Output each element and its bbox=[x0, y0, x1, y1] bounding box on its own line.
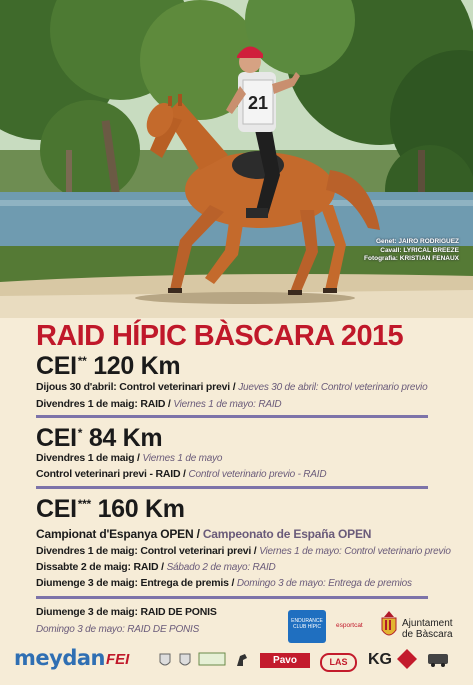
section-cei-3star-heading bbox=[36, 495, 185, 524]
section-divider bbox=[36, 486, 428, 489]
section-cei-2star-heading bbox=[36, 352, 180, 381]
bib-number: 21 bbox=[247, 93, 269, 113]
schedule-line-championship: Campionat d'Espanya OPEN / Campeonato de España OPEN bbox=[36, 527, 372, 541]
line-ca: Dissabte 2 de maig: RAID bbox=[36, 561, 159, 573]
ajuntament-line1: Ajuntament bbox=[402, 618, 453, 629]
ponis-line-ca bbox=[36, 606, 217, 618]
credit-rider: Genet: JAIRO RODRIGUEZ bbox=[375, 238, 459, 245]
cei-label: CEI bbox=[36, 352, 77, 380]
schedule-line: Control veterinari previ - RAID / Control veterinario previo - RAID bbox=[36, 468, 327, 480]
red-diamond-logo-icon bbox=[396, 648, 418, 670]
schedule-line: Divendres 1 de maig / Viernes 1 de mayo bbox=[36, 452, 223, 464]
line-es: Viernes 1 de mayo: Control veterinario previo bbox=[259, 546, 451, 557]
line-ca: Control veterinari previ - RAID bbox=[36, 468, 181, 480]
line-ca: Campionat d'Espanya OPEN bbox=[36, 527, 194, 541]
stars: ** bbox=[77, 354, 87, 368]
distance: 84 Km bbox=[88, 424, 163, 452]
esportcat-logo: esportcat bbox=[336, 622, 363, 629]
schedule-line: Divendres 1 de maig: RAID / Viernes 1 de mayo: RAID bbox=[36, 398, 282, 410]
line-es: Sábado 2 de mayo: RAID bbox=[166, 562, 276, 573]
schedule-line: Diumenge 3 de maig: Entrega de premis / Domingo 3 de mayo: Entrega de premios bbox=[36, 577, 412, 589]
photo-credits bbox=[364, 238, 459, 264]
schedule-line: Dissabte 2 de maig: RAID / Sábado 2 de mayo: RAID bbox=[36, 561, 276, 573]
pavo-logo: Pavo bbox=[260, 653, 310, 668]
small-sponsor-icon bbox=[198, 652, 226, 666]
distance: 160 Km bbox=[97, 495, 185, 523]
line-es: Viernes 1 de mayo: RAID bbox=[173, 399, 282, 410]
section-cei-1star-heading bbox=[36, 424, 162, 453]
line-ca: Dijous 30 d'abril: Control veterinari previ bbox=[36, 381, 231, 393]
sponsor-car-icon bbox=[426, 650, 450, 668]
section-divider bbox=[36, 415, 428, 418]
line-ca: Diumenge 3 de maig: Entrega de premis bbox=[36, 577, 229, 589]
credit-photo: Fotografia: KRISTIAN FENAUX bbox=[364, 255, 459, 262]
line-es: Campeonato de España OPEN bbox=[202, 527, 372, 541]
rider-horse-illustration bbox=[0, 0, 473, 318]
ajuntament-logo bbox=[402, 618, 453, 640]
crest-icons bbox=[158, 652, 198, 668]
distance: 120 Km bbox=[93, 352, 181, 380]
line-es: Jueves 30 de abril: Control veterinario previo bbox=[238, 382, 428, 393]
stars: * bbox=[77, 426, 83, 440]
las-logo: LAS bbox=[320, 653, 357, 672]
poster-title: RAID HÍPIC BÀSCARA 2015 bbox=[36, 320, 404, 352]
bascara-shield-icon bbox=[380, 610, 398, 640]
line-ca: Divendres 1 de maig: RAID bbox=[36, 398, 166, 410]
credit-horse: Cavall: LYRICAL BREEZE bbox=[380, 246, 459, 254]
stars: *** bbox=[77, 497, 91, 511]
line-ca: Divendres 1 de maig: Control veterinari previ bbox=[36, 545, 252, 557]
line-es: Control veterinario previo - RAID bbox=[188, 469, 327, 480]
meydan-logo: meydan bbox=[14, 646, 105, 670]
kg-logo: KG bbox=[368, 651, 392, 668]
ajuntament-line2: de Bàscara bbox=[402, 629, 453, 640]
line-ca: Divendres 1 de maig bbox=[36, 452, 135, 464]
cei-label: CEI bbox=[36, 495, 77, 523]
line-es: Domingo 3 de mayo: Entrega de premios bbox=[236, 578, 412, 589]
section-divider bbox=[36, 596, 428, 599]
cei-label: CEI bbox=[36, 424, 77, 452]
line-es: Viernes 1 de mayo bbox=[142, 453, 223, 464]
line-ca: Diumenge 3 de maig: RAID DE PONIS bbox=[36, 606, 217, 618]
hero-photo bbox=[0, 0, 473, 318]
schedule-line: Divendres 1 de maig: Control veterinari previ / Viernes 1 de mayo: Control veterinario previo bbox=[36, 545, 451, 557]
horse-head-icon bbox=[234, 652, 250, 668]
line-es: Domingo 3 de mayo: RAID DE PONIS bbox=[36, 624, 200, 635]
schedule-line: Dijous 30 d'abril: Control veterinari previ / Jueves 30 de abril: Control veterinario previo bbox=[36, 381, 428, 393]
endurance-logo: ENDURANCE CLUB HÍPIC bbox=[288, 610, 326, 643]
ponis-line-es bbox=[36, 623, 199, 635]
fei-logo: FEI bbox=[106, 651, 130, 668]
